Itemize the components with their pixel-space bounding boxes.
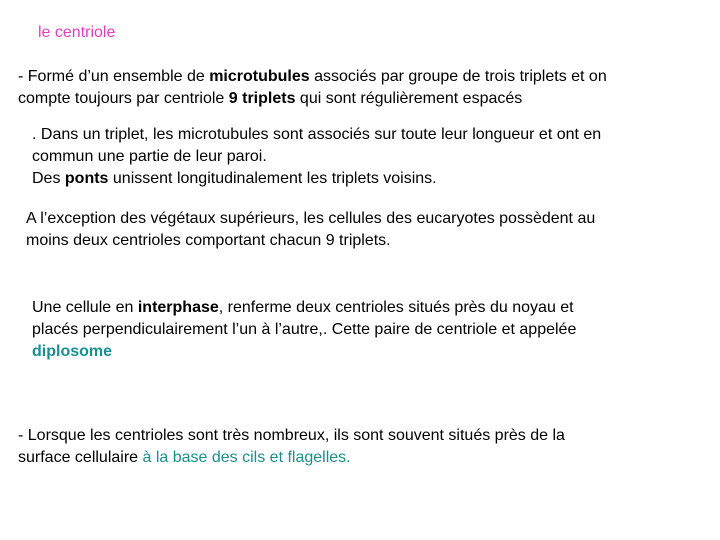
paragraph-line: [18, 88, 607, 110]
term-ponts: ponts: [64, 170, 109, 187]
text-run: compte toujours par centriole: [18, 90, 229, 107]
term-9-triplets: 9 triplets: [228, 90, 296, 107]
text-run: , renferme deux centrioles situés près du noyau et: [218, 299, 574, 316]
text-run: Une cellule en: [32, 299, 138, 316]
paragraph-line: [32, 168, 601, 190]
page-title: le centriole: [38, 24, 116, 41]
term-microtubules: microtubules: [209, 68, 310, 85]
paragraph-line: moins deux centrioles comportant chacun 9 triplets.: [26, 232, 391, 249]
text-run: Des: [32, 170, 65, 187]
paragraph-line: [18, 447, 565, 469]
text-run: unissent longitudinalement les triplets voisins.: [108, 170, 437, 187]
paragraph-triplet: [32, 124, 601, 190]
paragraph-line: placés perpendiculairement l’un à l’autre,. Cette paire de centriole et appelée: [32, 321, 577, 338]
text-run: associés par groupe de trois triplets et on: [309, 68, 607, 85]
paragraph-line: - Lorsque les centrioles sont très nombreux, ils sont souvent situés près de la: [18, 427, 565, 444]
paragraph-line: . Dans un triplet, les microtubules sont associés sur toute leur longueur et ont en: [32, 126, 602, 143]
paragraph-interphase: [32, 297, 576, 363]
paragraph-eucaryotes: [26, 208, 595, 252]
text-run: surface cellulaire: [18, 449, 143, 466]
paragraph-line: [32, 297, 576, 319]
text-run: qui sont régulièrement espacés: [295, 90, 523, 107]
paragraph-line: [18, 66, 607, 88]
paragraph-composition: [18, 66, 607, 110]
paragraph-line: commun une partie de leur paroi.: [32, 148, 267, 165]
text-run: - Formé d’un ensemble de: [18, 68, 210, 85]
paragraph-line: A l’exception des végétaux supérieurs, les cellules des eucaryotes possèdent au: [26, 210, 596, 227]
term-diplosome: diplosome: [32, 343, 113, 360]
term-interphase: interphase: [137, 299, 219, 316]
paragraph-cils-flagelles: [18, 425, 565, 469]
term-cils-flagelles: à la base des cils et flagelles.: [142, 449, 351, 466]
